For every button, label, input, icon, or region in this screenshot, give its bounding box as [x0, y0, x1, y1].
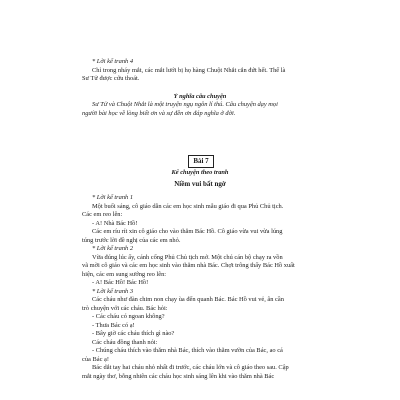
dialogue-line: - Chúng cháu thích vào thăm nhà Bác, thích vào thăm vườn của Bác, ao cá — [92, 347, 283, 354]
top-section — [82, 58, 318, 118]
paragraph-line: Sư Tử được cứu thoát. — [82, 75, 140, 82]
meaning-line: người bài học về lòng biết ơn và sự đền ơn đáp nghĩa ở đời. — [82, 109, 236, 117]
meaning-heading: Ý nghĩa câu chuyện — [173, 92, 227, 100]
paragraph-line: mắt ngày thơ, bỗng nhiên các cháu học sinh sáng lên khi vào thăm nhà Bác — [82, 372, 275, 380]
paragraph-line: Một buổi sáng, cô giáo dẫn các em học sinh mẫu giáo đi qua Phủ Chủ tịch. — [92, 202, 284, 210]
paragraph-line: Các em ríu rít xin cô giáo cho vào thăm Bác Hồ. Cô giáo vừa vui vừa lúng — [92, 228, 283, 235]
label-tranh-3: * Lời kể tranh 3 — [92, 287, 134, 295]
story-body — [82, 194, 318, 381]
label-tranh-4: * Lời kể tranh 4 — [92, 58, 134, 65]
quote-line: - A! Bác Hồ! Bác Hồ! — [92, 279, 149, 286]
dialogue-line: của Bác ạ! — [82, 355, 109, 363]
dialogue-line: - Thưa Bác có ạ! — [92, 321, 135, 329]
label-tranh-1: * Lời kể tranh 1 — [92, 194, 134, 201]
paragraph-line: Các em reo lên: — [82, 211, 123, 218]
paragraph-line: Bác dắt tay hai cháu nhỏ nhất đi trước, các cháu lớn và cô giáo theo sau. Cập — [92, 364, 289, 371]
paragraph-line: Chỉ trong nháy mắt, các mắt lưới bị họ hàng Chuột Nhắt cắn đứt hết. Thế là — [92, 66, 286, 74]
dialogue-line: - Bây giờ các cháu thích gì nào? — [92, 330, 175, 337]
paragraph-line: hiện, các em sung sướng reo lên: — [82, 270, 167, 278]
paragraph-line: vã mời cô giáo và các em học sinh vào thăm nhà Bác. Chợt trông thấy Bác Hồ xuất — [82, 262, 295, 269]
paragraph-line: trò chuyện với các cháu. Bác hỏi: — [82, 304, 168, 312]
lesson-subtitle: Kể chuyện theo tranh — [171, 169, 229, 176]
lesson-number-box: Bài 7 — [188, 155, 214, 168]
paragraph-line: Các cháu như đàn chim non chạy ùa đến quanh Bác. Bác Hồ vui vẻ, ân cần — [92, 296, 284, 303]
dialogue-line: - Các cháu có ngoan không? — [92, 313, 165, 320]
dialogue-line: Các cháu đồng thanh nói: — [92, 338, 158, 346]
lesson-header — [82, 169, 318, 188]
label-tranh-2: * Lời kể tranh 2 — [92, 245, 134, 252]
paragraph-line: Vừa đúng lúc ấy, cánh cổng Phủ Chủ tịch mở. Một chú cán bộ chạy ra vồn — [92, 253, 283, 261]
paragraph-line: túng trước lời đề nghị của các em nhỏ. — [82, 236, 181, 244]
quote-line: - A! Nhà Bác Hồ! — [92, 219, 138, 227]
lesson-title: Niềm vui bất ngờ — [174, 179, 226, 188]
meaning-line: Sư Tử và Chuột Nhắt là một truyện ngụ ngôn lí thú. Câu chuyện dạy mọi — [92, 101, 278, 108]
